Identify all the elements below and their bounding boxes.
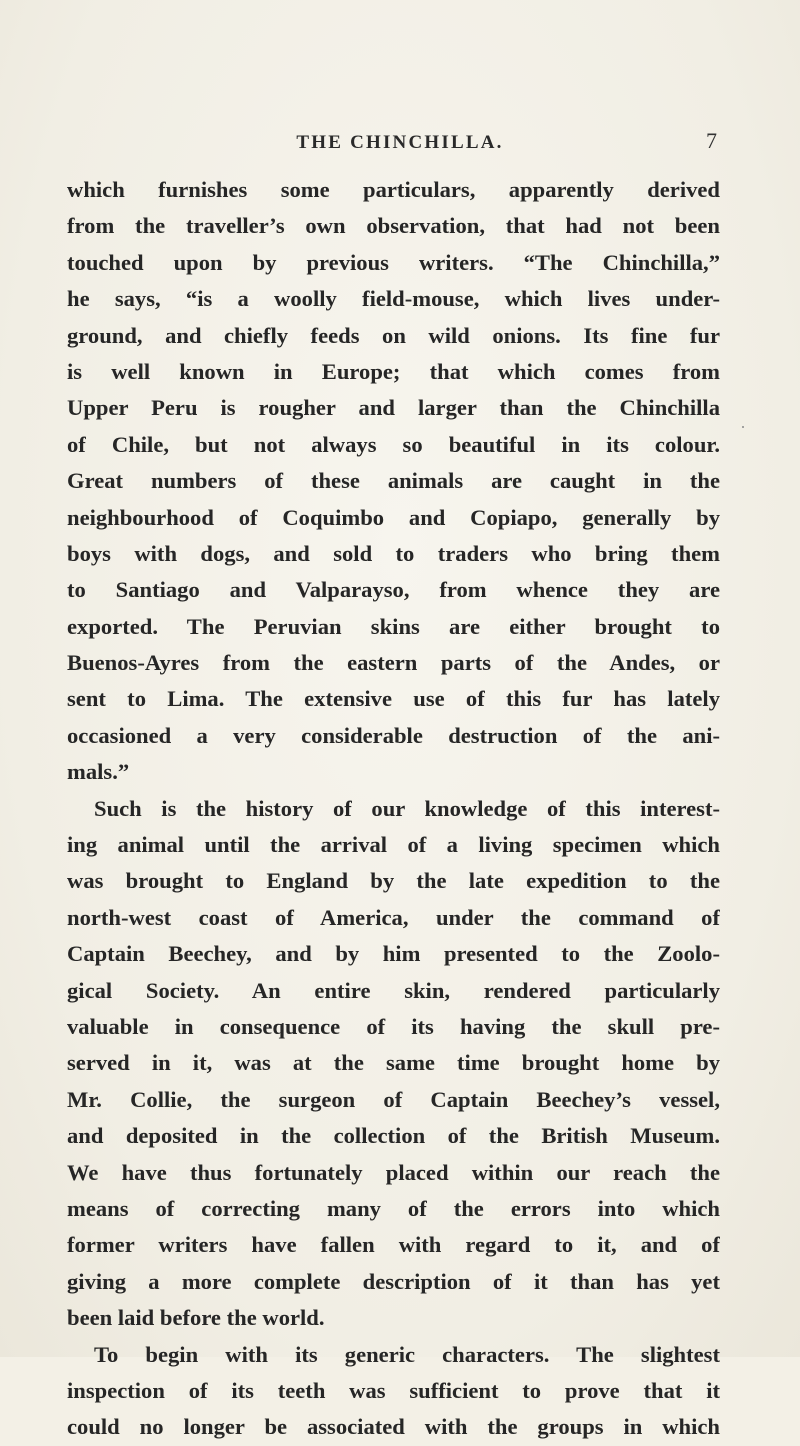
body-text	[67, 172, 720, 1446]
paragraph-end-line: mals.”	[67, 759, 130, 785]
text-line: served in it, was at the same time brought home by	[67, 1050, 720, 1076]
text-line: exported. The Peruvian skins are either brought to	[67, 613, 720, 639]
text-line: sent to Lima. The extensive use of this fur has lately	[67, 686, 720, 712]
page-header	[0, 118, 800, 158]
text-line: Great numbers of these animals are caught in the	[67, 468, 720, 494]
text-line: was brought to England by the late expedition to the	[67, 868, 720, 894]
text-line: could no longer be associated with the groups in which	[67, 1414, 720, 1440]
text-line: Captain Beechey, and by him presented to the Zoolo-	[67, 941, 720, 967]
text-line: means of correcting many of the errors into which	[67, 1195, 720, 1221]
text-line: from the traveller’s own observation, that had not been	[67, 213, 720, 239]
text-line: inspection of its teeth was sufficient to prove that it	[67, 1377, 720, 1403]
text-line: which furnishes some particulars, apparently derived	[67, 177, 720, 202]
text-line: is well known in Europe; that which comes from	[67, 358, 720, 384]
text-line: neighbourhood of Coquimbo and Copiapo, generally by	[67, 504, 720, 530]
text-line: touched upon by previous writers. “The Chinchilla,”	[67, 249, 720, 275]
text-line: to Santiago and Valparayso, from whence they are	[67, 577, 720, 603]
text-line: he says, “is a woolly field-mouse, which lives under-	[67, 286, 720, 312]
text-line: Upper Peru is rougher and larger than the Chinchilla	[67, 395, 720, 421]
text-line: of Chile, but not always so beautiful in its colour.	[67, 431, 720, 457]
paragraph-first-line: To begin with its generic characters. The slightest	[94, 1341, 720, 1367]
page-number: 7	[706, 128, 717, 153]
text-line: and deposited in the collection of the British Museum.	[67, 1123, 720, 1149]
text-line: ground, and chiefly feeds on wild onions. Its fine fur	[67, 322, 720, 348]
text-line: boys with dogs, and sold to traders who bring them	[67, 540, 720, 566]
text-line: north-west coast of America, under the command of	[67, 904, 720, 930]
text-line: Mr. Collie, the surgeon of Captain Beechey’s vessel,	[67, 1086, 720, 1112]
text-line: ing animal until the arrival of a living specimen which	[67, 832, 720, 858]
ink-speck	[742, 426, 744, 428]
text-line: occasioned a very considerable destruction of the ani-	[67, 722, 720, 748]
running-title: THE CHINCHILLA.	[296, 132, 504, 153]
text-line: giving a more complete description of it than has yet	[67, 1268, 720, 1294]
text-line: gical Society. An entire skin, rendered particularly	[67, 977, 720, 1003]
text-line: We have thus fortunately placed within our reach the	[67, 1159, 720, 1185]
text-line: former writers have fallen with regard to it, and of	[67, 1232, 720, 1258]
paragraph-end-line: been laid before the world.	[67, 1305, 325, 1331]
paragraph-first-line: Such is the history of our knowledge of this interest-	[94, 795, 720, 821]
text-line: valuable in consequence of its having the skull pre-	[67, 1013, 720, 1039]
text-line: Buenos-Ayres from the eastern parts of the Andes, or	[67, 650, 720, 676]
